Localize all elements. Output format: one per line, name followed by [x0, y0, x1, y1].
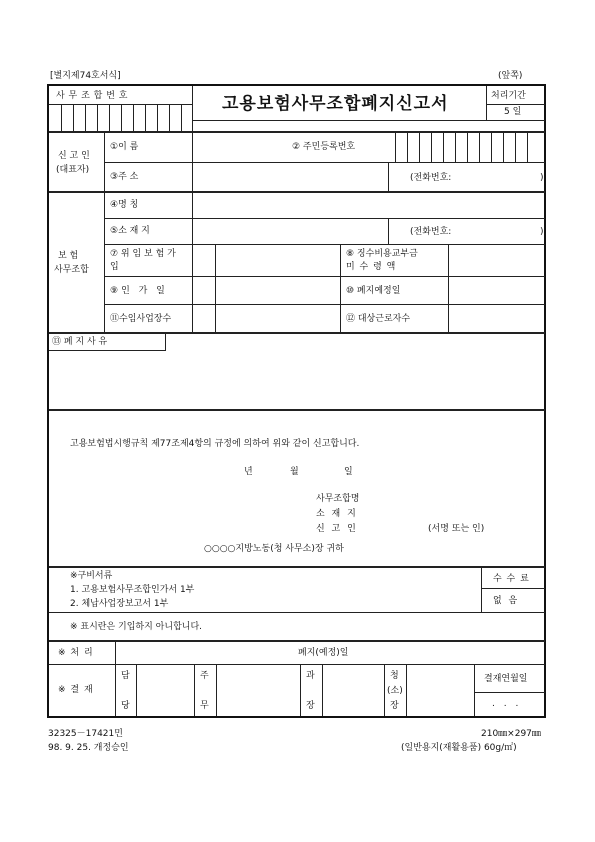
approver-4-bottom: 장	[390, 701, 399, 711]
processing-period-label: 처리기간	[491, 91, 526, 101]
union-name-label: ④명 칭	[110, 200, 139, 210]
union-location-field[interactable]	[193, 219, 388, 243]
close-date-process-label: 폐지(예정)일	[298, 648, 349, 658]
processing-label: ※ 처 리	[58, 648, 94, 658]
approver-2-bottom: 무	[200, 701, 209, 711]
name-field[interactable]	[193, 133, 283, 162]
approver-2-sign[interactable]	[217, 665, 299, 715]
month-label: 월	[290, 467, 299, 477]
form-title: 고용보험사무조합폐지신고서	[222, 94, 449, 114]
union-name-sign-label: 사무조합명	[316, 494, 360, 504]
reporter-phone-close: )	[540, 173, 544, 183]
document-item-1: 1. 고용보험사무조합인가서 1부	[70, 585, 195, 595]
note: ※ 표시란은 기입하지 아니합니다.	[70, 622, 203, 632]
reason-label-box	[49, 333, 166, 351]
approver-1-top: 담	[121, 671, 130, 681]
count-field[interactable]	[216, 305, 340, 332]
fee-label: 수 수 료	[493, 574, 530, 584]
approver-3-top: 과	[306, 671, 315, 681]
approver-3-bottom: 장	[306, 701, 315, 711]
grant-label-2: 미 수 령 액	[346, 262, 397, 272]
approver-3-sign[interactable]	[323, 665, 383, 715]
day-label: 일	[344, 467, 353, 477]
year-label: 년	[244, 467, 253, 477]
union-location-label: ⑤소 재 지	[110, 226, 150, 236]
approver-2-top: 주	[200, 671, 209, 681]
entrust-field[interactable]	[216, 245, 340, 275]
form-number: [별지제74호서식]	[50, 71, 121, 81]
address-label: ③주 소	[110, 172, 139, 182]
reporter-section-sub: (대표자)	[56, 165, 90, 175]
close-date-field[interactable]	[449, 277, 545, 304]
close-date-label: ⑩ 폐지예정일	[346, 286, 401, 296]
rrn-label: ② 주민등록번호	[292, 142, 356, 152]
union-phone-label: (전화번호:	[410, 227, 452, 237]
grant-label: ⑧ 징수비용교부금	[346, 249, 418, 259]
workers-label: ⑫ 대상근로자수	[346, 314, 411, 324]
processing-period-value: 5 일	[504, 107, 522, 117]
approval-date-value[interactable]: . . .	[492, 699, 522, 709]
workers-field[interactable]	[449, 305, 545, 332]
paper-size: 210㎜×297㎜	[481, 729, 541, 739]
reporter-section-label: 신 고 인	[58, 151, 90, 161]
reporter-sign-label: 신 고 인	[316, 524, 358, 534]
fee-value: 없 음	[493, 596, 520, 606]
addressee: ○○○○지방노동(청 사무소)장 귀하	[204, 544, 344, 554]
approver-1-sign[interactable]	[137, 665, 193, 715]
approver-4-top: 청	[390, 671, 399, 681]
paper-type: (일반용지(재활용품) 60g/㎡)	[401, 743, 517, 753]
union-code-boxes[interactable]	[49, 104, 192, 132]
union-section-sub: 사무조합	[54, 265, 89, 275]
approval-date-label: ⑨인 가 일	[110, 286, 168, 296]
address-field[interactable]	[193, 163, 388, 191]
approval-revision: 98. 9. 25. 개정승인	[48, 743, 129, 753]
signature-label: (서명 또는 인)	[428, 524, 485, 534]
documents-heading: ※구비서류	[70, 571, 113, 581]
document-item-2: 2. 체납사업장보고서 1부	[70, 599, 169, 609]
form-code: 32325－17421민	[48, 729, 123, 739]
entrust-label: ⑦ 위 임 보 험 가	[110, 249, 176, 259]
union-code-label: 사 무 조 합 번 호	[56, 91, 128, 101]
union-name-field[interactable]	[193, 193, 545, 218]
approval-date-label: 결재연월일	[484, 674, 528, 684]
approval-label: ※ 결 재	[58, 685, 94, 695]
reason-label: ⑬ 폐 지 사 유	[52, 337, 108, 347]
reporter-phone-label: (전화번호:	[410, 173, 452, 183]
union-section-label: 보 험	[58, 251, 79, 261]
union-phone-close: )	[540, 227, 544, 237]
approver-4-sign[interactable]	[407, 665, 473, 715]
count-label: ⑪수임사업장수	[110, 314, 172, 324]
approver-4-mid: (소)	[387, 686, 403, 696]
reason-field[interactable]	[49, 352, 545, 409]
location-sign-label: 소 재 지	[316, 509, 358, 519]
declaration-statement: 고용보험법시행규칙 제77조제4항의 규정에 의하여 위와 같이 신고합니다.	[70, 439, 360, 449]
approval-date-field[interactable]	[216, 277, 340, 304]
name-label: ①이 름	[110, 142, 139, 152]
approver-1-bottom: 당	[121, 701, 130, 711]
grant-field[interactable]	[449, 245, 545, 275]
rrn-boxes[interactable]	[395, 132, 545, 163]
page-side: (앞쪽)	[498, 71, 523, 81]
entrust-label-2: 입	[110, 262, 119, 272]
